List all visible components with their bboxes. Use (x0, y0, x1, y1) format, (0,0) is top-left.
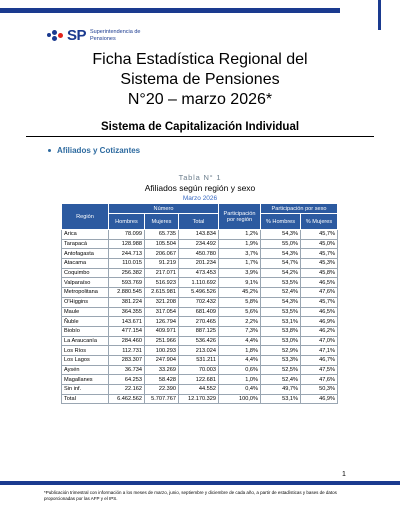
region-cell: Magallanes (62, 375, 109, 385)
value-cell: 128.988 (109, 239, 145, 249)
title-line-3: N°20 – marzo 2026* (127, 91, 273, 108)
title-line-2: Sistema de Pensiones (120, 71, 280, 88)
value-cell: 46,5% (301, 278, 338, 288)
value-cell: 1,7% (219, 259, 261, 269)
header-hombres: Hombres (109, 214, 145, 230)
logo-org-name (90, 29, 140, 42)
value-cell: 1,2% (219, 230, 261, 240)
value-cell: 244.713 (109, 249, 145, 259)
value-cell: 234.492 (179, 239, 219, 249)
value-cell: 4,4% (219, 355, 261, 365)
value-cell: 46,9% (301, 394, 338, 404)
value-cell: 206.067 (145, 249, 179, 259)
value-cell: 22.390 (145, 385, 179, 395)
table-caption: Tabla N° 1 (178, 173, 222, 182)
table-row (62, 385, 338, 395)
table-row (62, 394, 338, 404)
value-cell: 54,3% (261, 297, 301, 307)
header-mujeres: Mujeres (145, 214, 179, 230)
value-cell: 58.428 (145, 375, 179, 385)
value-cell: 473.453 (179, 268, 219, 278)
value-cell: 516.923 (145, 278, 179, 288)
value-cell: 2,2% (219, 317, 261, 327)
value-cell: 52,5% (261, 365, 301, 375)
table-row (62, 239, 338, 249)
value-cell: 12.170.329 (179, 394, 219, 404)
header-pct-hombres: % Hombres (261, 214, 301, 230)
table-row (62, 317, 338, 327)
value-cell: 213.024 (179, 346, 219, 356)
value-cell: 593.769 (109, 278, 145, 288)
value-cell: 46,7% (301, 355, 338, 365)
logo-wordmark: SP (67, 27, 87, 44)
header-total: Total (179, 214, 219, 230)
table-row (62, 268, 338, 278)
value-cell: 201.234 (179, 259, 219, 269)
document-title (0, 50, 400, 110)
value-cell: 0,6% (219, 365, 261, 375)
table-row (62, 249, 338, 259)
region-cell: Valparaíso (62, 278, 109, 288)
value-cell: 100.293 (145, 346, 179, 356)
value-cell: 887.125 (179, 326, 219, 336)
value-cell: 126.794 (145, 317, 179, 327)
value-cell: 143.834 (179, 230, 219, 240)
page-number: 1 (342, 471, 346, 478)
value-cell: 122.681 (179, 375, 219, 385)
value-cell: 5,6% (219, 307, 261, 317)
value-cell: 54,3% (261, 230, 301, 240)
value-cell: 53,5% (261, 278, 301, 288)
value-cell: 2.615.981 (145, 288, 179, 298)
value-cell: 364.355 (109, 307, 145, 317)
value-cell: 33.269 (145, 365, 179, 375)
bullet-icon (48, 149, 51, 152)
value-cell: 536.426 (179, 336, 219, 346)
value-cell: 256.382 (109, 268, 145, 278)
value-cell: 1,8% (219, 346, 261, 356)
header-numero: Número (109, 204, 219, 214)
value-cell: 52,4% (261, 288, 301, 298)
value-cell: 46,2% (301, 326, 338, 336)
value-cell: 45,7% (301, 230, 338, 240)
value-cell: 105.504 (145, 239, 179, 249)
value-cell: 5.707.767 (145, 394, 179, 404)
table-row (62, 375, 338, 385)
value-cell: 3,9% (219, 268, 261, 278)
value-cell: 112.731 (109, 346, 145, 356)
title-line-1: Ficha Estadística Regional del (92, 51, 308, 68)
header-participacion-region: Participación por región (219, 204, 261, 230)
value-cell: 78.099 (109, 230, 145, 240)
value-cell: 53,8% (261, 326, 301, 336)
value-cell: 143.671 (109, 317, 145, 327)
section-divider (26, 136, 374, 137)
value-cell: 5.496.526 (179, 288, 219, 298)
value-cell: 47,6% (301, 288, 338, 298)
value-cell: 6.462.562 (109, 394, 145, 404)
value-cell: 1,0% (219, 375, 261, 385)
value-cell: 247.904 (145, 355, 179, 365)
value-cell: 409.971 (145, 326, 179, 336)
header-pct-mujeres: % Mujeres (301, 214, 338, 230)
table-row (62, 346, 338, 356)
table-row (62, 230, 338, 240)
table-row (62, 278, 338, 288)
value-cell: 217.071 (145, 268, 179, 278)
region-cell: Atacama (62, 259, 109, 269)
value-cell: 450.780 (179, 249, 219, 259)
table-row (62, 355, 338, 365)
header-vertical-line (378, 0, 381, 30)
value-cell: 45,0% (301, 239, 338, 249)
region-cell: Aysén (62, 365, 109, 375)
value-cell: 3,7% (219, 249, 261, 259)
value-cell: 0,4% (219, 385, 261, 395)
value-cell: 47,0% (301, 336, 338, 346)
value-cell: 50,3% (301, 385, 338, 395)
table-row (62, 326, 338, 336)
value-cell: 54,7% (261, 259, 301, 269)
region-cell: Los Lagos (62, 355, 109, 365)
value-cell: 22.162 (109, 385, 145, 395)
value-cell: 52,4% (261, 375, 301, 385)
value-cell: 65.735 (145, 230, 179, 240)
value-cell: 2.880.545 (109, 288, 145, 298)
value-cell: 44.552 (179, 385, 219, 395)
header-participacion-sexo: Participación por sexo (261, 204, 338, 214)
region-cell: O'Higgins (62, 297, 109, 307)
region-cell: Arica (62, 230, 109, 240)
value-cell: 4,4% (219, 336, 261, 346)
value-cell: 5,8% (219, 297, 261, 307)
value-cell: 283.307 (109, 355, 145, 365)
section-title: Sistema de Capitalización Individual (100, 121, 300, 133)
value-cell: 100,0% (219, 394, 261, 404)
value-cell: 317.054 (145, 307, 179, 317)
value-cell: 381.224 (109, 297, 145, 307)
table-date: Marzo 2026 (182, 195, 218, 202)
value-cell: 55,0% (261, 239, 301, 249)
value-cell: 54,3% (261, 249, 301, 259)
header-region: Región (62, 204, 109, 230)
table-title: Afiliados según región y sexo (144, 183, 256, 193)
region-cell: Antofagasta (62, 249, 109, 259)
logo-org-line2: Pensiones (90, 35, 116, 42)
value-cell: 321.208 (145, 297, 179, 307)
logo-org-line1: Superintendencia de (90, 29, 141, 35)
region-cell: Total (62, 394, 109, 404)
value-cell: 46,9% (301, 317, 338, 327)
value-cell: 251.966 (145, 336, 179, 346)
sp-logo (47, 27, 140, 44)
value-cell: 53,0% (261, 336, 301, 346)
footer-bar (0, 481, 400, 485)
region-cell: Maule (62, 307, 109, 317)
table-row (62, 336, 338, 346)
value-cell: 49,7% (261, 385, 301, 395)
logo-dots-icon (47, 29, 65, 43)
value-cell: 47,1% (301, 346, 338, 356)
value-cell: 531.211 (179, 355, 219, 365)
value-cell: 36.734 (109, 365, 145, 375)
region-cell: Sin inf. (62, 385, 109, 395)
header-bar (0, 8, 400, 13)
value-cell: 70.003 (179, 365, 219, 375)
table-row (62, 297, 338, 307)
value-cell: 9,1% (219, 278, 261, 288)
region-cell: La Araucanía (62, 336, 109, 346)
value-cell: 53,1% (261, 394, 301, 404)
value-cell: 110.015 (109, 259, 145, 269)
value-cell: 270.465 (179, 317, 219, 327)
value-cell: 1,9% (219, 239, 261, 249)
value-cell: 53,3% (261, 355, 301, 365)
table-row (62, 259, 338, 269)
value-cell: 45,7% (301, 249, 338, 259)
value-cell: 1.110.692 (179, 278, 219, 288)
affiliates-table (61, 203, 338, 404)
table-row (62, 365, 338, 375)
region-cell: Coquimbo (62, 268, 109, 278)
value-cell: 702.432 (179, 297, 219, 307)
region-cell: Metropolitana (62, 288, 109, 298)
value-cell: 45,8% (301, 268, 338, 278)
value-cell: 46,5% (301, 307, 338, 317)
table-row (62, 307, 338, 317)
value-cell: 52,9% (261, 346, 301, 356)
value-cell: 7,3% (219, 326, 261, 336)
bullet-item (48, 146, 140, 155)
region-cell: Ñuble (62, 317, 109, 327)
value-cell: 45,3% (301, 259, 338, 269)
value-cell: 47,5% (301, 365, 338, 375)
region-cell: Tarapacá (62, 239, 109, 249)
value-cell: 681.409 (179, 307, 219, 317)
value-cell: 54,2% (261, 268, 301, 278)
value-cell: 91.219 (145, 259, 179, 269)
value-cell: 477.154 (109, 326, 145, 336)
table-row (62, 288, 338, 298)
value-cell: 53,1% (261, 317, 301, 327)
value-cell: 53,5% (261, 307, 301, 317)
value-cell: 47,6% (301, 375, 338, 385)
region-cell: Los Ríos (62, 346, 109, 356)
value-cell: 284.460 (109, 336, 145, 346)
value-cell: 45,2% (219, 288, 261, 298)
footnote: *Publicación trimestral con información a los meses de marzo, junio, septiembre y diciembre de cada año, a partir de estadísticas y bases de datos proporcionadas por las AFP y el IPS. (44, 490, 337, 501)
value-cell: 64.253 (109, 375, 145, 385)
region-cell: Biobío (62, 326, 109, 336)
value-cell: 45,7% (301, 297, 338, 307)
bullet-label: Afiliados y Cotizantes (57, 146, 141, 155)
